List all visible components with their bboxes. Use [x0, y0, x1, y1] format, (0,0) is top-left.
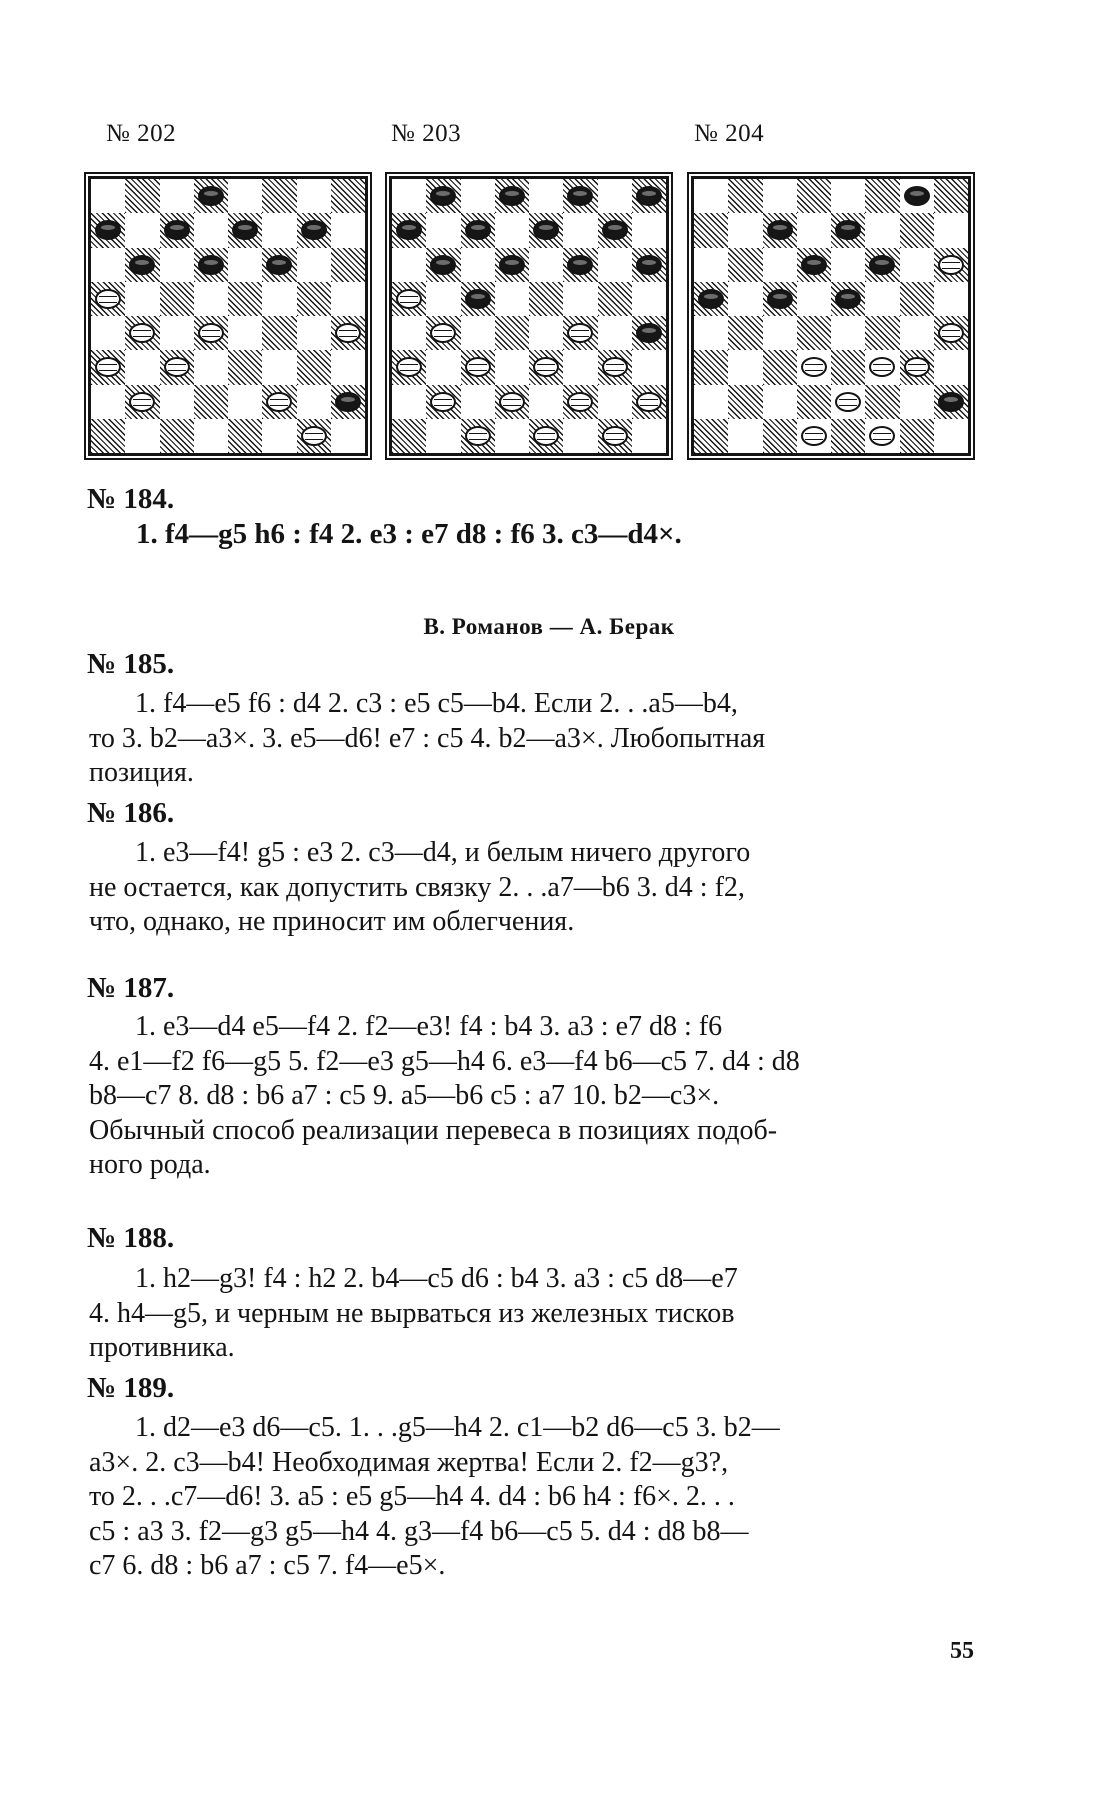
square-f3 [563, 350, 597, 384]
line: что, однако, не приносит им облегчения. [89, 906, 575, 937]
square-a4 [91, 316, 125, 350]
square-f1 [563, 419, 597, 453]
square-c6 [763, 248, 797, 282]
square-d4 [194, 316, 228, 350]
page-number: 55 [950, 1638, 974, 1664]
square-a5 [91, 282, 125, 316]
square-e1 [228, 419, 262, 453]
square-c7 [461, 213, 495, 247]
square-f7 [865, 213, 899, 247]
square-c1 [461, 419, 495, 453]
white-checker-piece [869, 357, 895, 377]
square-d7 [495, 213, 529, 247]
diagram-title-204: № 204 [694, 120, 765, 147]
square-b8 [728, 179, 762, 213]
square-d3 [194, 350, 228, 384]
square-h2 [331, 385, 365, 419]
square-e5 [831, 282, 865, 316]
black-checker-piece [95, 220, 121, 240]
white-checker-piece [335, 323, 361, 343]
problem-185-text [89, 687, 985, 791]
square-g4 [598, 316, 632, 350]
square-a4 [392, 316, 426, 350]
white-checker-piece [567, 323, 593, 343]
square-h6 [934, 248, 968, 282]
square-f5 [865, 282, 899, 316]
line: 1. f4—e5 f6 : d4 2. c3 : e5 c5—b4. Если 2. . .a5—b4, [135, 688, 738, 719]
square-c8 [461, 179, 495, 213]
white-checker-piece [396, 289, 422, 309]
square-d2 [495, 385, 529, 419]
square-a6 [694, 248, 728, 282]
square-a2 [91, 385, 125, 419]
white-checker-piece [835, 392, 861, 412]
black-checker-piece [636, 255, 662, 275]
line: 4. e1—f2 f6—g5 5. f2—e3 g5—h4 6. e3—f4 b6—c5 7. d4 : d8 [89, 1045, 800, 1077]
white-checker-piece [95, 289, 121, 309]
white-checker-piece [95, 357, 121, 377]
square-g8 [900, 179, 934, 213]
square-e4 [228, 316, 262, 350]
square-e2 [831, 385, 865, 419]
square-b2 [426, 385, 460, 419]
checkers-board-204 [691, 176, 971, 456]
square-d7 [194, 213, 228, 247]
line: то 2. . .c7—d6! 3. a5 : e5 g5—h4 4. d4 : b6 h4 : f6×. 2. . . [89, 1481, 735, 1512]
square-g6 [598, 248, 632, 282]
square-a2 [392, 385, 426, 419]
white-checker-piece [602, 357, 628, 377]
black-checker-piece [499, 186, 525, 206]
square-g4 [900, 316, 934, 350]
square-f8 [262, 179, 296, 213]
square-d3 [797, 350, 831, 384]
line: 1. h2—g3! f4 : h2 2. b4—c5 d6 : b4 3. a3 : c5 d8—e7 [135, 1263, 738, 1294]
square-b7 [125, 213, 159, 247]
square-g2 [297, 385, 331, 419]
square-g7 [297, 213, 331, 247]
line: не остается, как допустить связку 2. . .a7—b6 3. d4 : f2, [89, 871, 745, 903]
square-e1 [831, 419, 865, 453]
white-checker-piece [164, 357, 190, 377]
square-e8 [228, 179, 262, 213]
square-d6 [194, 248, 228, 282]
square-c4 [461, 316, 495, 350]
line: 1. e3—f4! g5 : e3 2. c3—d4, и белым ничего другого [135, 837, 751, 868]
square-g3 [598, 350, 632, 384]
white-checker-piece [129, 323, 155, 343]
square-e5 [529, 282, 563, 316]
square-c4 [160, 316, 194, 350]
square-c4 [763, 316, 797, 350]
square-e3 [228, 350, 262, 384]
square-e1 [529, 419, 563, 453]
square-h5 [632, 282, 666, 316]
square-c7 [763, 213, 797, 247]
square-e5 [228, 282, 262, 316]
square-e7 [529, 213, 563, 247]
white-checker-piece [567, 392, 593, 412]
square-h1 [331, 419, 365, 453]
square-d4 [495, 316, 529, 350]
square-f8 [563, 179, 597, 213]
black-checker-piece [198, 186, 224, 206]
line: c5 : a3 3. f2—g3 g5—h4 4. g3—f4 b6—c5 5. d4 : d8 b8— [89, 1515, 749, 1547]
square-h2 [632, 385, 666, 419]
problem-188-text [89, 1262, 985, 1366]
square-f6 [563, 248, 597, 282]
square-f8 [865, 179, 899, 213]
black-checker-piece [767, 220, 793, 240]
square-h3 [934, 350, 968, 384]
square-d5 [797, 282, 831, 316]
line: Обычный способ реализации перевеса в позициях подоб- [89, 1114, 778, 1146]
square-h3 [632, 350, 666, 384]
square-f2 [563, 385, 597, 419]
square-b7 [728, 213, 762, 247]
square-c1 [763, 419, 797, 453]
square-f5 [563, 282, 597, 316]
problem-186-number: № 186. [87, 797, 175, 829]
square-b2 [125, 385, 159, 419]
black-checker-piece [835, 289, 861, 309]
square-g3 [900, 350, 934, 384]
square-g6 [297, 248, 331, 282]
square-d4 [797, 316, 831, 350]
square-g2 [598, 385, 632, 419]
white-checker-piece [129, 392, 155, 412]
square-b3 [728, 350, 762, 384]
square-a7 [694, 213, 728, 247]
black-checker-piece [465, 220, 491, 240]
white-checker-piece [301, 426, 327, 446]
square-f4 [563, 316, 597, 350]
square-d6 [495, 248, 529, 282]
section-title: В. Романов — А. Берак [423, 614, 675, 639]
square-h1 [632, 419, 666, 453]
black-checker-piece [801, 255, 827, 275]
black-checker-piece [835, 220, 861, 240]
line: 1. e3—d4 e5—f4 2. f2—e3! f4 : b4 3. a3 : e7 d8 : f6 [135, 1011, 723, 1042]
problem-187-text [89, 1010, 985, 1183]
line: противника. [89, 1332, 235, 1363]
square-b6 [728, 248, 762, 282]
square-d6 [797, 248, 831, 282]
black-checker-piece [602, 220, 628, 240]
square-e2 [228, 385, 262, 419]
square-b7 [426, 213, 460, 247]
square-h7 [331, 213, 365, 247]
square-c3 [461, 350, 495, 384]
white-checker-piece [465, 426, 491, 446]
black-checker-piece [567, 255, 593, 275]
black-checker-piece [869, 255, 895, 275]
black-checker-piece [567, 186, 593, 206]
square-f2 [262, 385, 296, 419]
square-d5 [495, 282, 529, 316]
white-checker-piece [904, 357, 930, 377]
problem-189-number: № 189. [87, 1372, 175, 1404]
square-f7 [262, 213, 296, 247]
white-checker-piece [499, 392, 525, 412]
square-a8 [694, 179, 728, 213]
square-g1 [900, 419, 934, 453]
square-e7 [831, 213, 865, 247]
white-checker-piece [198, 323, 224, 343]
square-f2 [865, 385, 899, 419]
square-b6 [426, 248, 460, 282]
square-e8 [831, 179, 865, 213]
problem-188-number: № 188. [87, 1222, 175, 1254]
square-d5 [194, 282, 228, 316]
line: ного рода. [89, 1149, 211, 1180]
square-d8 [495, 179, 529, 213]
square-g1 [297, 419, 331, 453]
square-c6 [160, 248, 194, 282]
square-e2 [529, 385, 563, 419]
square-g6 [900, 248, 934, 282]
square-d1 [797, 419, 831, 453]
square-d7 [797, 213, 831, 247]
square-h4 [632, 316, 666, 350]
white-checker-piece [430, 392, 456, 412]
black-checker-piece [533, 220, 559, 240]
black-checker-piece [198, 255, 224, 275]
square-b5 [125, 282, 159, 316]
diagram-title-202: № 202 [106, 120, 177, 147]
square-g2 [900, 385, 934, 419]
problem-189-text [89, 1411, 985, 1584]
square-c7 [160, 213, 194, 247]
square-e7 [228, 213, 262, 247]
square-f3 [262, 350, 296, 384]
square-g1 [598, 419, 632, 453]
square-c3 [160, 350, 194, 384]
square-f7 [563, 213, 597, 247]
problem-184-moves: 1. f4—g5 h6 : f4 2. e3 : e7 d8 : f6 3. c3—d4×. [136, 518, 682, 550]
square-g5 [598, 282, 632, 316]
line: a3×. 2. c3—b4! Необходимая жертва! Если 2. f2—g3?, [89, 1446, 729, 1478]
square-b8 [426, 179, 460, 213]
problem-186-text [89, 836, 985, 940]
square-d1 [495, 419, 529, 453]
square-h4 [934, 316, 968, 350]
square-h1 [934, 419, 968, 453]
square-e8 [529, 179, 563, 213]
black-checker-piece [301, 220, 327, 240]
square-a4 [694, 316, 728, 350]
square-b3 [125, 350, 159, 384]
black-checker-piece [465, 289, 491, 309]
black-checker-piece [636, 186, 662, 206]
square-e6 [831, 248, 865, 282]
square-g8 [598, 179, 632, 213]
square-f4 [865, 316, 899, 350]
square-h6 [632, 248, 666, 282]
square-a7 [91, 213, 125, 247]
square-h2 [934, 385, 968, 419]
white-checker-piece [636, 392, 662, 412]
square-f3 [865, 350, 899, 384]
square-a1 [91, 419, 125, 453]
square-c3 [763, 350, 797, 384]
white-checker-piece [430, 323, 456, 343]
checkers-board-202 [88, 176, 368, 456]
white-checker-piece [801, 357, 827, 377]
square-h4 [331, 316, 365, 350]
square-a5 [694, 282, 728, 316]
square-a8 [392, 179, 426, 213]
square-h6 [331, 248, 365, 282]
black-checker-piece [938, 392, 964, 412]
square-c6 [461, 248, 495, 282]
square-a7 [392, 213, 426, 247]
black-checker-piece [767, 289, 793, 309]
square-c2 [461, 385, 495, 419]
problem-185-number: № 185. [87, 648, 175, 680]
square-h8 [934, 179, 968, 213]
square-f5 [262, 282, 296, 316]
square-b5 [728, 282, 762, 316]
square-d3 [495, 350, 529, 384]
square-g7 [598, 213, 632, 247]
white-checker-piece [938, 255, 964, 275]
square-c2 [160, 385, 194, 419]
square-a6 [91, 248, 125, 282]
square-g5 [900, 282, 934, 316]
square-b5 [426, 282, 460, 316]
square-a3 [392, 350, 426, 384]
square-e3 [529, 350, 563, 384]
black-checker-piece [335, 392, 361, 412]
white-checker-piece [396, 357, 422, 377]
checkers-board-203 [389, 176, 669, 456]
square-b4 [728, 316, 762, 350]
white-checker-piece [266, 392, 292, 412]
square-b4 [426, 316, 460, 350]
square-b8 [125, 179, 159, 213]
square-e4 [529, 316, 563, 350]
square-f6 [262, 248, 296, 282]
square-g8 [297, 179, 331, 213]
square-d2 [194, 385, 228, 419]
square-a1 [392, 419, 426, 453]
square-h8 [331, 179, 365, 213]
white-checker-piece [938, 323, 964, 343]
square-g3 [297, 350, 331, 384]
line: b8—c7 8. d8 : b6 a7 : c5 9. a5—b6 c5 : a7 10. b2—c3×. [89, 1080, 720, 1111]
square-h7 [632, 213, 666, 247]
square-d8 [797, 179, 831, 213]
black-checker-piece [698, 289, 724, 309]
white-checker-piece [869, 426, 895, 446]
white-checker-piece [533, 426, 559, 446]
square-b1 [125, 419, 159, 453]
square-a5 [392, 282, 426, 316]
square-a2 [694, 385, 728, 419]
square-b1 [728, 419, 762, 453]
square-c5 [461, 282, 495, 316]
black-checker-piece [164, 220, 190, 240]
line: 1. d2—e3 d6—c5. 1. . .g5—h4 2. c1—b2 d6—c5 3. b2— [135, 1412, 780, 1443]
square-b4 [125, 316, 159, 350]
square-h8 [632, 179, 666, 213]
square-h3 [331, 350, 365, 384]
square-a3 [694, 350, 728, 384]
square-d1 [194, 419, 228, 453]
square-c5 [763, 282, 797, 316]
white-checker-piece [533, 357, 559, 377]
black-checker-piece [396, 220, 422, 240]
line: позиция. [89, 757, 194, 788]
square-f6 [865, 248, 899, 282]
line: c7 6. d8 : b6 a7 : c5 7. f4—e5×. [89, 1550, 446, 1581]
square-f1 [262, 419, 296, 453]
white-checker-piece [465, 357, 491, 377]
square-g7 [900, 213, 934, 247]
square-h7 [934, 213, 968, 247]
black-checker-piece [232, 220, 258, 240]
square-f4 [262, 316, 296, 350]
line: 4. h4—g5, и черным не вырваться из железных тисков [89, 1297, 735, 1329]
white-checker-piece [602, 426, 628, 446]
square-c8 [763, 179, 797, 213]
square-a3 [91, 350, 125, 384]
black-checker-piece [636, 323, 662, 343]
square-c1 [160, 419, 194, 453]
diagram-title-203: № 203 [391, 120, 462, 147]
black-checker-piece [266, 255, 292, 275]
white-checker-piece [801, 426, 827, 446]
square-a6 [392, 248, 426, 282]
black-checker-piece [904, 186, 930, 206]
square-h5 [331, 282, 365, 316]
square-e6 [529, 248, 563, 282]
square-b2 [728, 385, 762, 419]
black-checker-piece [499, 255, 525, 275]
square-f1 [865, 419, 899, 453]
square-a1 [694, 419, 728, 453]
square-c8 [160, 179, 194, 213]
problem-187-number: № 187. [87, 972, 175, 1004]
square-b6 [125, 248, 159, 282]
black-checker-piece [430, 186, 456, 206]
line: то 3. b2—a3×. 3. e5—d6! e7 : c5 4. b2—a3×. Любопытная [89, 722, 766, 754]
square-e3 [831, 350, 865, 384]
square-b1 [426, 419, 460, 453]
black-checker-piece [430, 255, 456, 275]
square-e6 [228, 248, 262, 282]
square-g5 [297, 282, 331, 316]
square-e4 [831, 316, 865, 350]
black-checker-piece [129, 255, 155, 275]
square-g4 [297, 316, 331, 350]
square-h5 [934, 282, 968, 316]
square-c5 [160, 282, 194, 316]
square-c2 [763, 385, 797, 419]
problem-184-number: № 184. [87, 483, 175, 515]
square-d2 [797, 385, 831, 419]
square-a8 [91, 179, 125, 213]
square-d8 [194, 179, 228, 213]
square-b3 [426, 350, 460, 384]
